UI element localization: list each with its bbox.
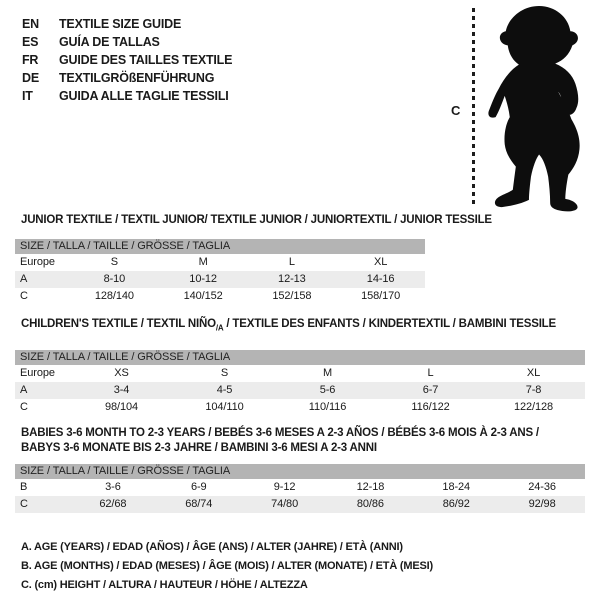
height-measure-label: C [451,103,461,118]
language-title: GUÍA DE TALLAS [59,35,160,49]
row-label: B [20,481,28,493]
table-cell: XL [373,256,388,268]
table-cell: 86/92 [442,498,470,510]
language-title: TEXTILGRÖßENFÜHRUNG [59,71,215,85]
table-title-wrap [15,317,585,335]
size-table-junior [15,213,492,305]
table-title-wrap [15,426,585,456]
row-label: C [20,401,28,414]
size-header-bar: SIZE / TALLA / TAILLE / GRÖSSE / TAGLIA [15,350,585,365]
table-cell: 104/110 [205,401,244,414]
table-cell: 8-10 [103,273,126,285]
language-row [22,15,232,33]
table-cell: 62/68 [99,498,127,510]
table-cell: 152/158 [272,290,312,302]
table-cell: 5-6 [319,384,336,397]
language-code: EN [22,17,39,31]
height-measure-dashed-line [472,8,475,207]
table-cell: 12-18 [356,481,385,493]
table-cell: 6-7 [422,384,439,397]
table-cell: 7-8 [525,384,542,397]
table-cell: 68/74 [185,498,213,510]
table-cell: 98/104 [104,401,139,414]
table-cell: 92/98 [528,498,556,510]
table-cell: 12-13 [278,273,306,285]
table-cell: 80/86 [356,498,384,510]
language-title: GUIDE DES TAILLES TEXTILE [59,53,233,67]
table-row [15,254,425,271]
table-cell: 116/122 [411,401,450,414]
table-cell: 18-24 [442,481,471,493]
table-title [21,213,492,228]
table-cell: 74/80 [271,498,299,510]
table-title [21,441,585,456]
row-label: A [20,273,28,285]
table-cell: 122/128 [513,401,554,414]
size-table-children [15,317,585,416]
language-row [22,51,232,69]
size-header-bar: SIZE / TALLA / TAILLE / GRÖSSE / TAGLIA [15,239,425,254]
table-cell: M [322,367,333,380]
footnote-line: C. (cm) HEIGHT / ALTURA / HAUTEUR / HÖHE / ALTEZZA [21,579,308,591]
table-title-subscript: /A [215,323,224,333]
language-code: DE [22,71,39,85]
size-table-babies [15,426,585,513]
language-code: FR [22,53,39,67]
language-row [22,33,232,51]
table-cell: L [288,256,295,268]
table-row [15,399,585,416]
table-row [15,271,425,288]
table-cell: XL [526,367,541,380]
footnote-line: A. AGE (YEARS) / EDAD (AÑOS) / ÂGE (ANS) / ALTER (JAHRE) / ETÀ (ANNI) [21,541,403,553]
row-label: C [20,290,28,302]
table-row [15,365,585,382]
row-label: Europe [20,256,55,268]
language-row [22,87,232,105]
table-row [15,479,585,496]
baby-silhouette-image [480,4,586,212]
language-code: IT [22,89,33,103]
table-row [15,382,585,399]
table-title [21,426,585,441]
table-cell: 3-6 [105,481,121,493]
size-header-bar: SIZE / TALLA / TAILLE / GRÖSSE / TAGLIA [15,464,585,479]
table-title-text: BABYS 3-6 MONATE BIS 2-3 JAHRE / BAMBINI 3-6 MESI A 2-3 ANNI [21,442,377,454]
table-cell: 128/140 [94,290,134,302]
row-label: C [20,498,28,510]
table-cell: 6-9 [190,481,207,493]
table-cell: 140/152 [183,290,223,302]
table-cell: 3-4 [113,384,130,397]
table-cell: 110/116 [308,401,347,414]
table-cell: S [110,256,118,268]
table-cell: 14-16 [366,273,395,285]
table-cell: L [427,367,434,380]
table-title-text: CHILDREN'S TEXTILE / TEXTIL NIÑO [21,318,216,330]
table-cell: 158/170 [361,290,401,302]
row-label: Europe [20,367,55,380]
language-code: ES [22,35,39,49]
language-title-list [22,15,232,105]
footnote-list [21,538,433,595]
language-row [22,69,232,87]
table-title-text: / TEXTILE DES ENFANTS / KINDERTEXTIL / BAMBINI TESSILE [223,318,556,330]
table-cell: 24-36 [528,481,556,493]
table-cell: XS [114,367,129,380]
table-cell: S [220,367,229,380]
footnote-line: B. AGE (MONTHS) / EDAD (MESES) / ÂGE (MOIS) / ALTER (MONATE) / ETÀ (MESI) [21,560,433,572]
table-cell: M [198,256,208,268]
row-label: A [20,384,28,397]
table-row [15,496,585,513]
table-cell: 4-5 [216,384,233,397]
table-cell: 9-12 [273,481,296,493]
table-title [21,317,585,335]
table-title-text: BABIES 3-6 MONTH TO 2-3 YEARS / BEBÉS 3-6 MESES A 2-3 AÑOS / BÉBÉS 3-6 MOIS À 2-3 ANS / [21,427,539,439]
table-title-text: JUNIOR TEXTILE / TEXTIL JUNIOR/ TEXTILE JUNIOR / JUNIORTEXTIL / JUNIOR TESSILE [21,214,492,226]
language-title: GUIDA ALLE TAGLIE TESSILI [59,89,229,103]
table-title-wrap [15,213,492,228]
table-cell: 10-12 [189,273,217,285]
language-title: TEXTILE SIZE GUIDE [59,17,182,31]
table-row [15,288,425,305]
baby-silhouette-path [488,6,579,211]
